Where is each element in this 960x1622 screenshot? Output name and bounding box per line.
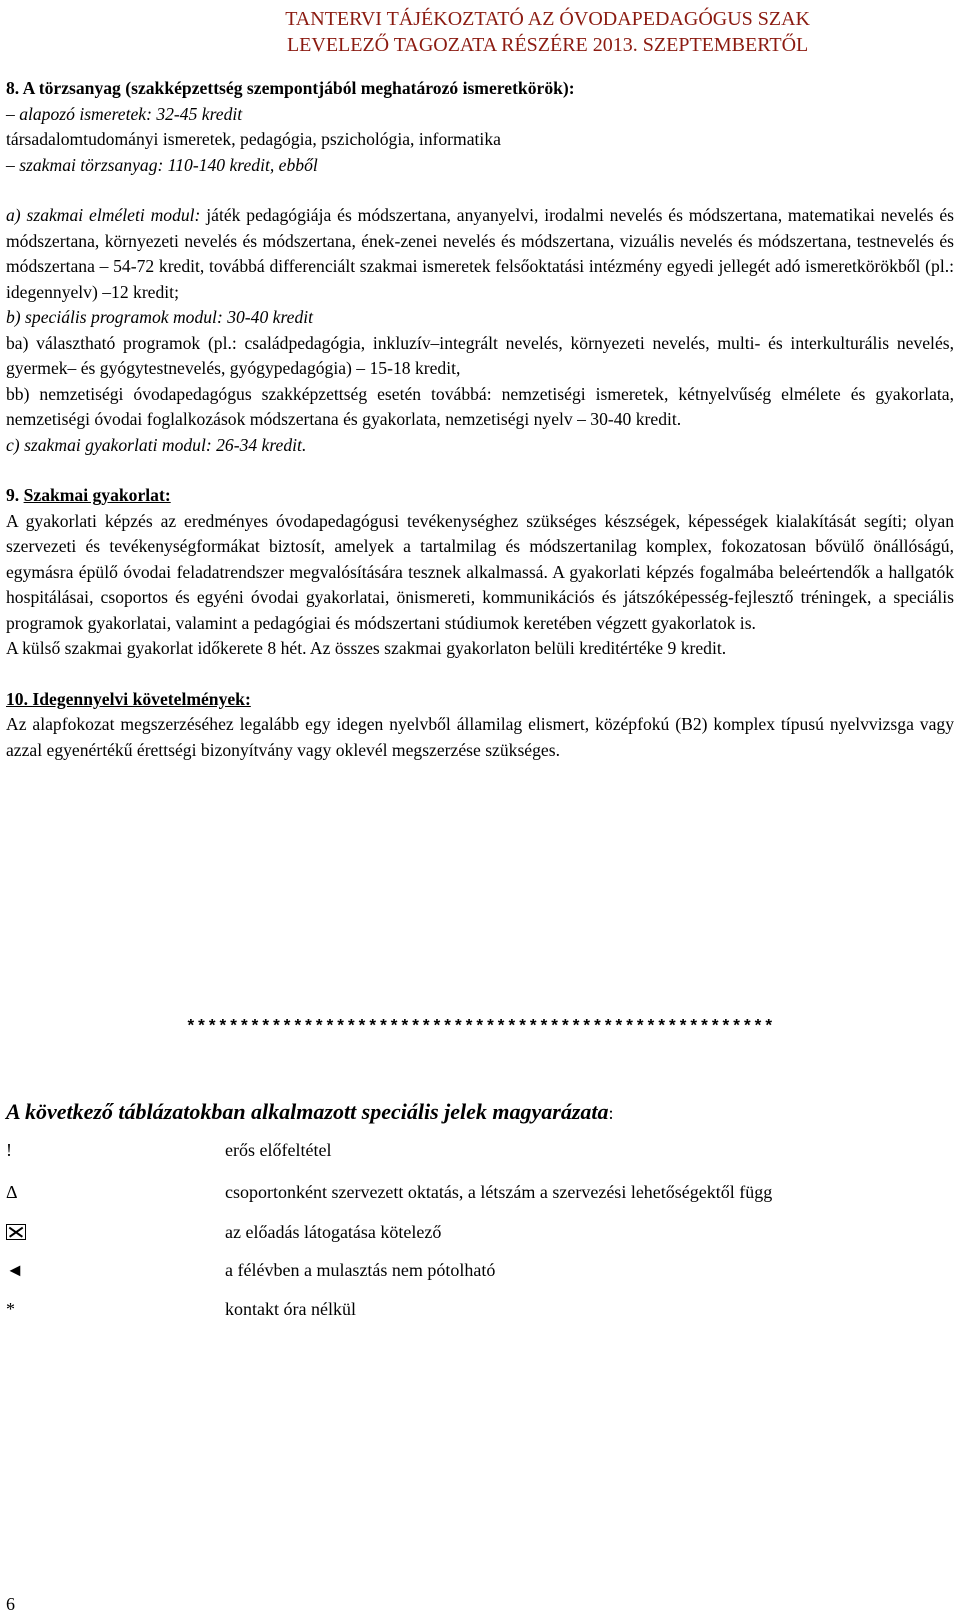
legend-title-colon: : — [608, 1103, 614, 1123]
section-9-title — [6, 483, 954, 509]
legend-text: a félévben a mulasztás nem pótolható — [225, 1260, 496, 1280]
modul-bb: bb) nemzetiségi óvodapedagógus szakképzettség esetén továbbá: nemzetiségi ismeretek, kétnyelvűség elmélete és gyakorlata, nemzetiségi óvodai foglalkozások módszertana és gyakorlata, nemzetiségi nyelv – 30-40 kredit. — [6, 383, 954, 429]
asterisk-icon: * — [6, 1299, 15, 1319]
legend-text: az előadás látogatása kötelező — [225, 1222, 442, 1242]
modul-a-text: játék pedagógiája és módszertana, anyanyelvi, irodalmi nevelés és módszertana, matematikai nevelés és módszertana, környezeti nevelés és módszertana, ének-zenei nevelés és módszertana, vizuális nevelés és módszertana, testnevelés és módszertana – 54-72 kredit, továbbá differenciált szakmai ismeretek felsőoktatási intézmény egyedi jellegét adó ismeretkörökből (pl.: idegennyelv) –12 kredit; — [6, 205, 954, 302]
legend-text: csoportonként szervezett oktatás, a létszám a szervezési lehetőségektől függ — [225, 1182, 773, 1202]
header-line-2: LEVELEZŐ TAGOZATA RÉSZÉRE 2013. SZEPTEMBERTŐL — [286, 34, 809, 56]
left-triangle-icon: ◄ — [6, 1260, 24, 1280]
page-number: 6 — [6, 1594, 15, 1614]
szakmai-torzsanyag: – szakmai törzsanyag: 110-140 kredit, ebből — [6, 154, 318, 175]
document-header — [285, 6, 810, 58]
document-body — [6, 76, 954, 763]
alapozo-ismeretek: – alapozó ismeretek: 32-45 kredit — [6, 103, 243, 124]
header-line-1: TANTERVI TÁJÉKOZTATÓ AZ ÓVODAPEDAGÓGUS SZAK — [285, 8, 810, 30]
modul-a-label: a) szakmai elméleti modul: — [6, 205, 201, 225]
delta-icon: Δ — [6, 1182, 18, 1202]
legend-text: kontakt óra nélkül — [225, 1299, 356, 1319]
modul-b-label: b) speciális programok modul: 30-40 kredit — [6, 307, 314, 327]
section-10-label: 10. Idegennyelvi követelmények: — [6, 688, 251, 709]
modul-ba: ba) választható programok (pl.: családpedagógia, inkluzív–integrált nevelés, környezeti nevelés, multi- és interkulturális nevelés, gyermek– és gyógytestnevelés, gyógypedagógia) – 15-18 kredit, — [6, 332, 954, 378]
separator-stars: ******************************************************* — [185, 1018, 775, 1037]
legend-text: erős előfeltétel — [225, 1140, 332, 1160]
legend-title — [6, 1099, 614, 1125]
section-9-label: Szakmai gyakorlat: — [23, 485, 171, 505]
section-9-paragraph-1: A gyakorlati képzés az eredményes óvodapedagógusi tevékenységhez szükséges készségek, képességek kialakítását segíti; olyan szervezeti és tevékenységformákat biztosít, amelyek a tartalmilag és módszertanilag komplex, fokozatosan bővülő önállóságú, egymásra épülő óvodai feladatrendszer megvalósítására tesznek alkalmassá. A gyakorlati képzés fogalmába beleértendők a hallgatók hospitálásai, csoportos és egyéni óvodai gyakorlatai, önismereti, kommunikációs és játszóképesség-fejlesztő tréningek, a speciális programok gyakorlatai, valamint a pedagógiai és módszertani stúdiumok keretében végzett gyakorlatok is. — [6, 510, 954, 633]
tarsadalomtudomanyi-ismeretek: társadalomtudományi ismeretek, pedagógia, pszichológia, informatika — [6, 129, 501, 149]
section-9-paragraph-2: A külső szakmai gyakorlat időkerete 8 hét. Az összes szakmai gyakorlaton belüli kreditértéke 9 kredit. — [6, 638, 727, 658]
exclamation-icon: ! — [6, 1140, 12, 1160]
section-9-number: 9. — [6, 485, 24, 505]
legend-title-text: A következő táblázatokban alkalmazott speciális jelek magyarázata — [6, 1099, 609, 1124]
boxed-x-icon — [6, 1222, 46, 1243]
section-10-title — [6, 687, 954, 713]
modul-a-paragraph — [6, 203, 954, 305]
section-8-title: 8. A törzsanyag (szakképzettség szempontjából meghatározó ismeretkörök): — [6, 78, 575, 98]
section-10-paragraph: Az alapfokozat megszerzéséhez legalább egy idegen nyelvből államilag elismert, középfokú (B2) komplex típusú nyelvvizsga vagy azzal egyenértékű érettségi bizonyítvány vagy oklevél megszerzése szükséges. — [6, 714, 954, 760]
modul-c: c) szakmai gyakorlati modul: 26-34 kredit. — [6, 434, 307, 455]
